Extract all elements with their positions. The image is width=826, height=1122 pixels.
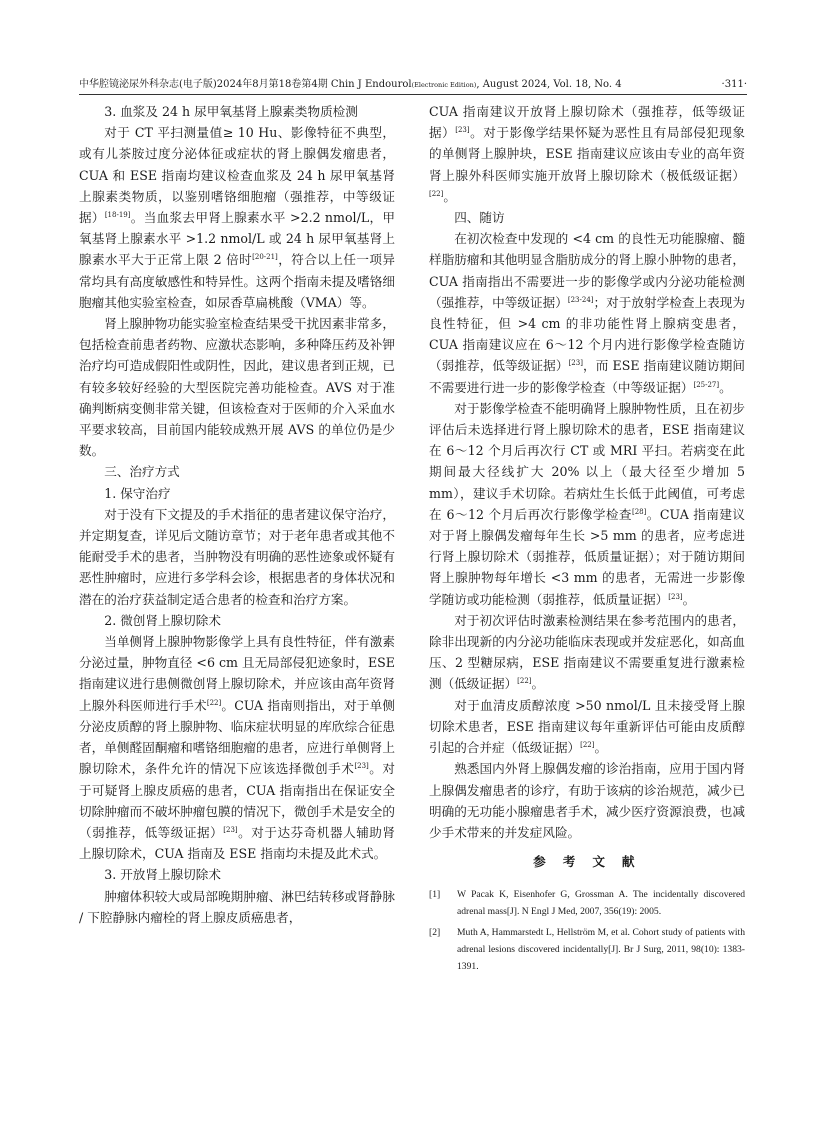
citation-superscript: [22] [517, 677, 532, 686]
text-run: 当单侧肾上腺肿物影像学上具有良性特征，伴有激素分泌过量，肿物直径 <6 cm 且无局部侵犯迹象时，ESE 指南建议进行患侧微创肾上腺切除术，并应该由高年资肾上腺外科医师进行手术 [79, 634, 395, 713]
reference-item [429, 886, 745, 920]
text-run: ；对于放射学检查上表现为良性特征，但 >4 cm 的非功能性肾上腺病变患者，CUA 指南建议应在 6～12 个月内进行影像学检查随访（弱推荐，低等级证据） [429, 294, 745, 374]
citation-superscript: [22] [429, 189, 444, 198]
text-run: 1. 保守治疗 [104, 485, 171, 501]
body-paragraph [429, 101, 745, 207]
text-run: 2. 微创肾上腺切除术 [104, 612, 221, 628]
page-number: ·311· [721, 79, 747, 90]
text-run: 对于 CT 平扫测量值≥ 10 Hu、影像特征不典型，或有儿茶胺过度分泌体征或症状的肾上腺偶发瘤患者，CUA 和 ESE 指南均建议检查血浆及 24 h 尿甲氧基肾上腺素类物质，以鉴别嗜铬细胞瘤（强推荐，中等级证据） [79, 125, 395, 226]
text-run: 。对于影像学结果怀疑为恶性且有局部侵犯现象的单侧肾上腺肿块，ESE 指南建议应该由专业的高年资肾上腺外科医师实施开放肾上腺切除术（极低级证据） [429, 125, 746, 183]
references-title: 参 考 文 献 [533, 854, 641, 870]
text-run: 3. 开放肾上腺切除术 [104, 867, 221, 883]
citation-superscript: [28] [631, 507, 647, 516]
text-run: 肾上腺肿物功能实验室检查结果受干扰因素非常多，包括检查前患者药物、应激状态影响，多种降压药及补钾治疗均可造成假阳性或阴性，因此，建议患者到正规，已有较多较好经验的大型医院完善功能检查。AVS 对于准确判断病变侧非常关键，但该检查对于医师的介入采血水平要求较高，目前国内能较成熟开展 AVS 的单位仍是少数。 [79, 316, 395, 459]
citation-superscript: [22] [580, 741, 595, 750]
text-run: 对于影像学检查不能明确肾上腺肿物性质，且在初步评估后未选择进行肾上腺切除术的患者，ESE 指南建议在 6～12 个月后再次行 CT 或 MRI 平扫。若病变在此期间最大径线扩大 20% 以上（最大径至少增加 5 mm），建议手术切除。若病灶生长低于此阈值，可考虑在 6～12 个月后再次行影像学检查 [429, 400, 745, 522]
left-column [79, 101, 395, 928]
citation-superscript: [18-19] [104, 211, 131, 220]
journal-citation [79, 77, 622, 93]
text-run: 。对于达芬奇机器人辅助肾上腺切除术，CUA 指南及 ESE 指南均未提及此术式。 [79, 824, 396, 862]
reference-list [429, 886, 745, 975]
section-heading [79, 864, 395, 885]
text-run: 熟悉国内外肾上腺偶发瘤的诊治指南，应用于国内肾上腺偶发瘤患者的诊疗，有助于该病的诊治规范，减少已明确的无功能小腺瘤患者手术，减少医疗资源浪费，也减少手术带来的并发症风险。 [429, 761, 745, 840]
reference-text: Muth A, Hammarstedt L, Hellström M, et al. Cohort study of patients with adrenal lesions discovered incidentally[J]. Br J Surg, 2011, 98(10): 1383-1391. [457, 927, 745, 973]
text-run: 3. 血浆及 24 h 尿甲氧基肾上腺素类物质检测 [104, 104, 358, 119]
citation-superscript: [23] [223, 825, 238, 834]
journal-issue: , August 2024, Vol. 18, No. 4 [476, 79, 622, 90]
text-run: CUA 指南建议开放肾上腺切除术（强推荐，低等级证据） [429, 104, 745, 141]
section-heading [79, 461, 395, 482]
citation-superscript: [23] [668, 592, 683, 601]
citation-superscript: [23] [354, 762, 369, 771]
body-paragraph [79, 313, 395, 461]
text-run: 。CUA 指南建议对于肾上腺偶发瘤每年生长 >5 mm 的患者，应考虑进行肾上腺切除术（弱推荐，低质量证据）；对于随访期间肾上腺肿物每年增长 <3 mm 的患者，无需进一步影像学随访或功能检测（弱推荐，低质量证据） [429, 506, 745, 607]
text-run: 三、治疗方式 [104, 464, 180, 480]
body-paragraph [79, 886, 395, 928]
text-run: 。 [443, 188, 456, 204]
body-paragraph [79, 504, 395, 610]
section-heading [79, 101, 395, 122]
text-run: ，符合以上任一项异常均具有高度敏感性和特异性。这两个指南未提及嗜铬细胞瘤其他实验室检查，如尿香草扁桃酸（VMA）等。 [79, 252, 395, 310]
section-heading [79, 610, 395, 631]
citation-superscript: [22] [206, 698, 222, 707]
right-column-body [429, 101, 745, 843]
header-rule [79, 94, 747, 95]
body-paragraph [429, 228, 745, 398]
running-header [79, 77, 747, 93]
body-paragraph [79, 631, 395, 864]
body-paragraph [429, 758, 745, 843]
text-run: 四、随访 [454, 210, 505, 226]
section-heading [429, 207, 745, 228]
text-run: ，而 ESE 指南建议随访期间不需要进行进一步的影像学检查（中等级证据） [429, 358, 746, 395]
body-paragraph [429, 398, 745, 610]
body-paragraph [79, 122, 395, 313]
text-run: 在初次检查中发现的 <4 cm 的良性无功能腺瘤、髓样脂肪瘤和其他明显含脂肪成分的肾上腺小肿物的患者，CUA 指南指出不需要进一步的影像学或内分泌功能检测（强推荐，中等级证据） [429, 231, 745, 310]
text-run: 对于没有下文提及的手术指征的患者建议保守治疗，并定期复查，详见后文随访章节；对于老年患者或其他不能耐受手术的患者，当肿物没有明确的恶性迹象或怀疑有恶性肿瘤时，应进行多学科会诊，根据患者的身体状况和潜在的治疗获益制定适合患者的检查和治疗方案。 [79, 506, 395, 607]
text-run: 对于初次评估时激素检测结果在参考范围内的患者，除非出现新的内分泌功能临床表现或并发症恶化，如高血压、2 型糖尿病，ESE 指南建议不需要重复进行激素检测（低级证据） [429, 612, 745, 692]
journal-edition: (Electronic Edition) [411, 81, 477, 89]
text-run: 。 [719, 379, 732, 395]
text-run: 肿瘤体积较大或局部晚期肿瘤、淋巴结转移或肾静脉 / 下腔静脉内瘤栓的肾上腺皮质癌患者， [79, 888, 395, 925]
body-paragraph [429, 695, 745, 759]
reference-number: [1] [429, 889, 441, 901]
reference-text: W Pacak K, Eisenhofer G, Grossman A. The incidentally discovered adrenal mass[J]. N Engl J Med, 2007, 356(19): 2005. [457, 889, 745, 918]
citation-superscript: [23-24] [567, 295, 594, 304]
section-heading [79, 483, 395, 504]
citation-superscript: [23] [455, 126, 470, 135]
journal-name: 中华腔镜泌尿外科杂志(电子版)2024年8月第18卷第4期 Chin J Endourol [79, 79, 412, 90]
citation-superscript: [25-27] [693, 380, 720, 389]
reference-item [429, 924, 745, 975]
text-run: 。 [682, 591, 696, 607]
text-run: 。CUA 指南则指出，对于单侧分泌皮质醇的肾上腺肿物、临床症状明显的库欣综合征患者，单侧醛固酮瘤和嗜铬细胞瘤的患者，应进行单侧肾上腺切除术，条件允许的情况下应该选择微创手术 [79, 697, 395, 777]
citation-superscript: [23] [568, 359, 583, 368]
text-run: 。 [594, 740, 608, 756]
text-run: 。当血浆去甲肾上腺素水平 >2.2 nmol/L，甲氧基肾上腺素水平 >1.2 nmol/L 或 24 h 尿甲氧基肾上腺素水平大于正常上限 2 倍时 [79, 210, 396, 268]
text-run: 。 [531, 676, 545, 692]
text-run: 对于血清皮质醇浓度 >50 nmol/L 且未接受肾上腺切除术患者，ESE 指南建议每年重新评估可能由皮质醇引起的合并症（低级证据） [429, 697, 745, 756]
right-column [429, 101, 745, 979]
citation-superscript: [20-21] [252, 253, 278, 262]
text-run: 。对于可疑肾上腺皮质癌的患者，CUA 指南指出在保证安全切除肿瘤而不破坏肿瘤包膜的情况下，微创手术是安全的（弱推荐，低等级证据） [79, 761, 396, 840]
body-paragraph [429, 610, 745, 695]
reference-number: [2] [429, 927, 441, 939]
